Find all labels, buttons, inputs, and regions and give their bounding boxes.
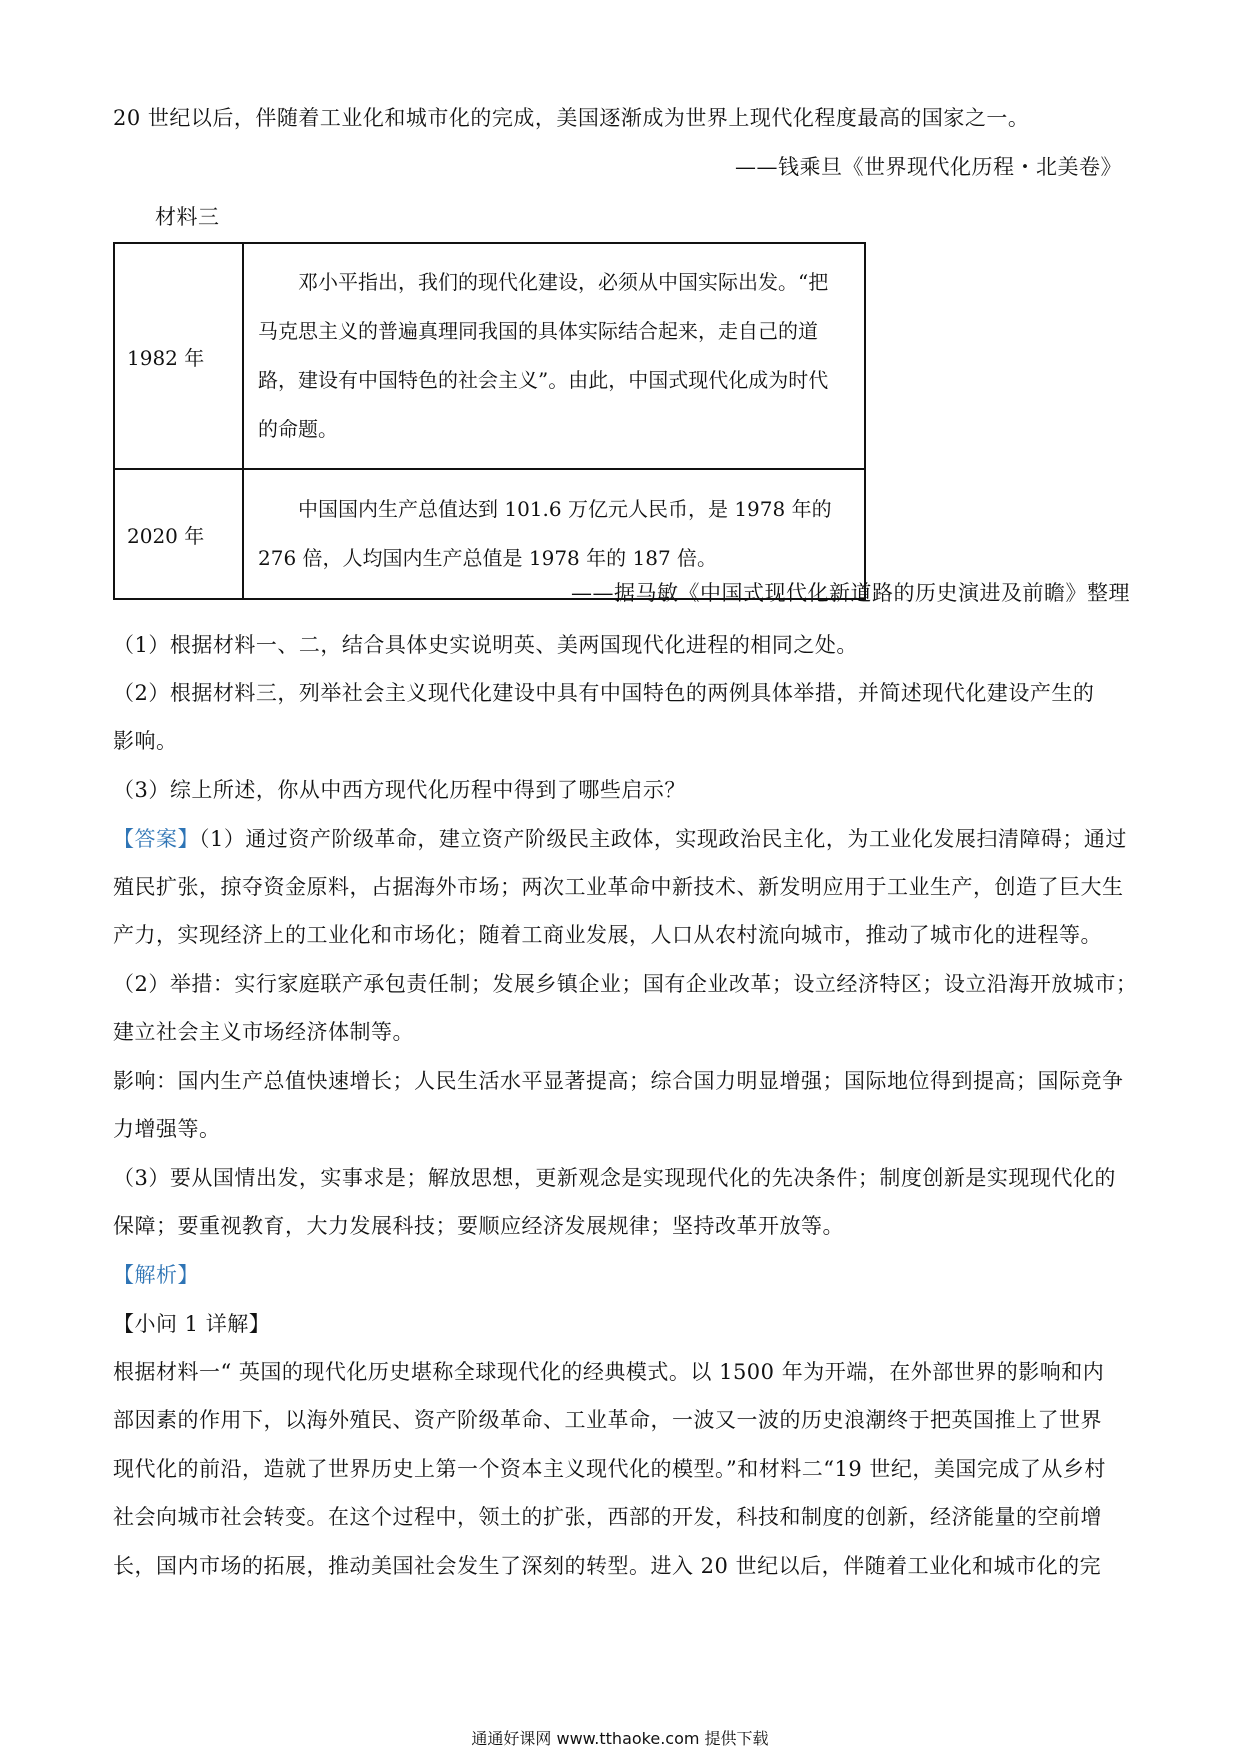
analysis-line: 根据材料一“ 英国的现代化历史堪称全球现代化的经典模式。以 1500 年为开端，在外部世界的影响和内 [113, 1360, 1105, 1384]
table-cell-text: 中国国内生产总值达到 101.6 万亿元人民币，是 1978 年的 276 倍，人均国内生产总值是 1978 年的 187 倍。 [258, 497, 832, 570]
table-cell-content [243, 243, 865, 469]
question-2: （2）根据材料三，列举社会主义现代化建设中具有中国特色的两例具体举措，并简述现代化建设产生的 [113, 681, 1095, 705]
table-cell-year: 2020 年 [114, 469, 243, 599]
analysis-line: 现代化的前沿，造就了世界历史上第一个资本主义现代化的模型。”和材料二“19 世纪，美国完成了从乡村 [113, 1457, 1106, 1481]
analysis-line: 部因素的作用下，以海外殖民、资产阶级革命、工业革命，一波又一波的历史浪潮终于把英国推上了世界 [113, 1408, 1102, 1432]
analysis-tag: 【解析】 [113, 1263, 199, 1287]
answer-line: （2）举措：实行家庭联产承包责任制；发展乡镇企业；国有企业改革；设立经济特区；设立沿海开放城市； [113, 972, 1138, 996]
table-row [114, 243, 865, 469]
answer-tag: 【答案】 [113, 827, 199, 851]
answer-line: 产力，实现经济上的工业化和市场化；随着工商业发展，人口从农村流向城市，推动了城市化的进程等。 [113, 923, 1102, 947]
citation-source: ——据马敏《中国式现代化新道路的历史演进及前瞻》整理 [571, 581, 1130, 605]
answer-line: 力增强等。 [113, 1117, 221, 1141]
answer-line: 影响：国内生产总值快速增长；人民生活水平显著提高；综合国力明显增强；国际地位得到提高；国际竞争 [113, 1069, 1124, 1093]
subquestion-heading: 【小问 1 详解】 [113, 1312, 271, 1336]
answer-line: 建立社会主义市场经济体制等。 [113, 1020, 414, 1044]
answer-line [113, 824, 1127, 854]
question-3: （3）综上所述，你从中西方现代化历程中得到了哪些启示？ [113, 778, 686, 802]
page-footer: 通通好课网 www.tthaoke.com 提供下载 [471, 1729, 769, 1748]
answer-line: 保障；要重视教育，大力发展科技；要顺应经济发展规律；坚持改革开放等。 [113, 1214, 844, 1238]
analysis-line: 长，国内市场的拓展，推动美国社会发生了深刻的转型。进入 20 世纪以后，伴随着工业化和城市化的完 [113, 1554, 1102, 1578]
material3-table [113, 242, 866, 600]
table-cell-text: 邓小平指出，我们的现代化建设，必须从中国实际出发。“把马克思主义的普遍真理同我国的具体实际结合起来，走自己的道路，建设有中国特色的社会主义”。由此，中国式现代化成为时代的命题。 [258, 270, 829, 441]
question-2-continued: 影响。 [113, 729, 178, 753]
table-cell-year: 1982 年 [114, 243, 243, 469]
citation-source: ——钱乘旦《世界现代化历程・北美卷》 [735, 155, 1122, 179]
question-1: （1）根据材料一、二，结合具体史实说明英、美两国现代化进程的相同之处。 [113, 633, 858, 657]
answer-text: （1）通过资产阶级革命，建立资产阶级民主政体，实现政治民主化，为工业化发展扫清障碍；通过 [199, 827, 1127, 851]
material-heading: 材料三 [155, 205, 220, 229]
answer-line: 殖民扩张，掠夺资金原料，占据海外市场；两次工业革命中新技术、新发明应用于工业生产，创造了巨大生 [113, 875, 1124, 899]
paragraph-line: 20 世纪以后，伴随着工业化和城市化的完成，美国逐渐成为世界上现代化程度最高的国家之一。 [113, 106, 1030, 130]
answer-line: （3）要从国情出发，实事求是；解放思想，更新观念是实现现代化的先决条件；制度创新是实现现代化的 [113, 1166, 1116, 1190]
analysis-line: 社会向城市社会转变。在这个过程中，领土的扩张，西部的开发，科技和制度的创新，经济能量的空前增 [113, 1505, 1102, 1529]
